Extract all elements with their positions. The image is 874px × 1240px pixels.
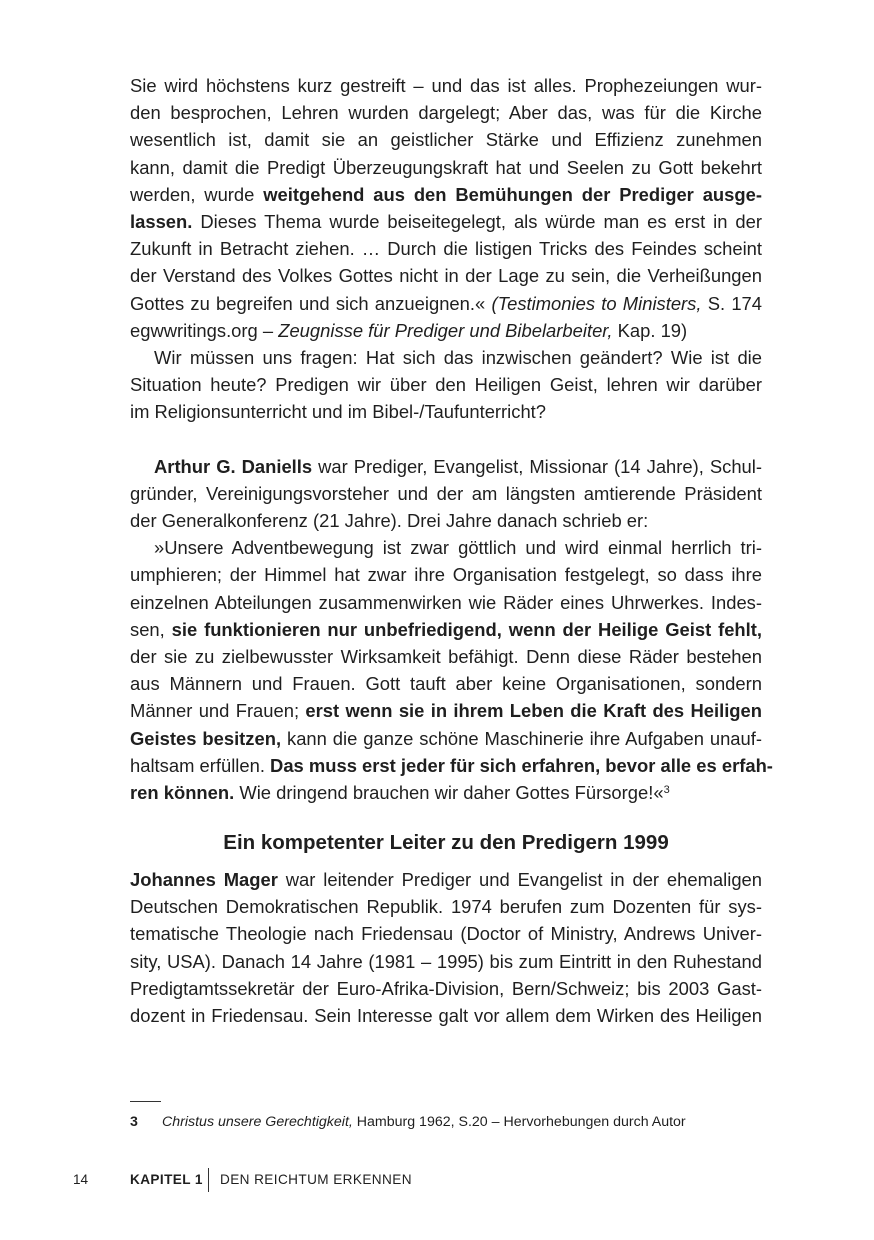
text-line: im Religionsunterricht und im Bibel-/Taufunterricht? xyxy=(130,401,547,423)
text-line: sity, USA). Danach 14 Jahre (1981 – 1995) bis zum Eintritt in den Ruhestand xyxy=(130,950,762,972)
footer-divider xyxy=(208,1168,209,1192)
text-line: Situation heute? Predigen wir über den Heiligen Geist, lehren wir darüber xyxy=(130,374,762,396)
text-line: gründer, Vereinigungsvorsteher und der am längsten amtierende Präsident xyxy=(130,482,762,504)
section-heading: Ein kompetenter Leiter zu den Predigern 1999 xyxy=(223,831,669,855)
paragraph-daniells xyxy=(130,453,762,535)
text-line: Predigtamtssekretär der Euro-Afrika-Division, Bern/Schweiz; bis 2003 Gast- xyxy=(130,977,762,999)
text-line: wesentlich ist, damit sie an geistlicher Stärke und Effizienz zunehmen xyxy=(130,129,762,151)
text-line: dozent in Friedensau. Sein Interesse galt vor allem dem Wirken des Heiligen xyxy=(130,1005,762,1026)
text-line: Zukunft in Betracht ziehen. … Durch die listigen Tricks des Feindes scheint xyxy=(130,238,762,260)
paragraph-mager xyxy=(130,866,762,1029)
text-line: egwwritings.org – Zeugnisse für Prediger und Bibelarbeiter, Kap. 19) xyxy=(130,319,688,341)
citation-title: Zeugnisse für Prediger und Bibelarbeiter, xyxy=(278,319,613,341)
footnote-source: Christus unsere Gerechtigkeit, xyxy=(162,1114,353,1130)
emphasis: Das muss erst jeder für sich erfahren, bevor alle es erfah- xyxy=(270,754,773,776)
citation-title: (Testimonies to Ministers, xyxy=(491,292,702,314)
text-line: Wir müssen uns fragen: Hat sich das inzwischen geändert? Wie ist die xyxy=(154,346,762,368)
text-line: der Verstand des Volkes Gottes nicht in der Lage zu sein, die Verheißungen xyxy=(130,265,762,287)
emphasis: Geistes besitzen, xyxy=(130,727,282,749)
text-line: Sie wird höchstens kurz gestreift – und das ist alles. Prophezeiungen wur- xyxy=(130,75,762,96)
text-line: ren können. Wie dringend brauchen wir daher Gottes Fürsorge!«$^3$ xyxy=(130,781,670,803)
footnote-number: 3 xyxy=(130,1114,138,1130)
text-line: lassen. Dieses Thema wurde beiseitegelegt, als würde man es erst in der xyxy=(130,210,762,232)
text-line: umphieren; der Himmel hat zwar ihre Organisation festgelegt, so dass ihre xyxy=(130,564,762,586)
text-line: sen, sie funktionieren nur unbefriedigend, wenn der Heilige Geist fehlt, xyxy=(130,618,762,640)
footnote-text: Hamburg 1962, S.20 – Hervorhebungen durch Autor xyxy=(352,1114,686,1130)
footnote-marker[interactable]: 3 xyxy=(663,783,670,796)
text-line: Johannes Mager war leitender Prediger und Evangelist in der ehemaligen xyxy=(130,869,763,891)
text-line: kann, damit die Predigt Überzeugungskraft hat und Seelen zu Gott bekehrt xyxy=(130,156,762,178)
text-line: Gottes zu begreifen und sich anzueignen.« (Testimonies to Ministers, S. 174 xyxy=(130,292,763,314)
paragraph-question xyxy=(130,344,762,426)
paragraph-daniells-quote xyxy=(130,534,773,806)
text-line: werden, wurde weitgehend aus den Bemühungen der Prediger ausge- xyxy=(130,183,762,205)
emphasis: sie funktionieren nur unbefriedigend, wenn der Heilige Geist fehlt, xyxy=(171,618,762,640)
text-line: der sie zu zielbewusster Wirksamkeit befähigt. Denn diese Räder bestehen xyxy=(130,645,762,667)
text-line: aus Männern und Frauen. Gott tauft aber keine Organisationen, sondern xyxy=(130,673,762,695)
footnote-divider xyxy=(130,1101,161,1102)
emphasis: weitgehend aus den Bemühungen der Prediger ausge- xyxy=(263,183,762,205)
chapter-label: KAPITEL 1 xyxy=(130,1172,203,1187)
text-line: Deutschen Demokratischen Republik. 1974 berufen zum Dozenten für sys- xyxy=(130,896,762,918)
emphasis: erst wenn sie in ihrem Leben die Kraft des Heiligen xyxy=(305,700,763,722)
text-line: einzelnen Abteilungen zusammenwirken wie Räder eines Uhrwerkes. Indes- xyxy=(130,591,762,613)
page-body xyxy=(130,72,773,1029)
emphasis: ren können. xyxy=(130,781,235,803)
text-line: haltsam erfüllen. Das muss erst jeder für sich erfahren, bevor alle es erfah- xyxy=(130,754,773,776)
text-line: Männer und Frauen; erst wenn sie in ihrem Leben die Kraft des Heiligen xyxy=(130,700,763,722)
page-footer xyxy=(0,1168,874,1192)
person-name: Johannes Mager xyxy=(130,869,278,891)
text-line: Geistes besitzen, kann die ganze schöne Maschinerie ihre Aufgaben unauf- xyxy=(130,727,762,749)
footnote xyxy=(130,1112,686,1132)
text-line: »Unsere Adventbewegung ist zwar göttlich und wird einmal herrlich tri- xyxy=(154,537,762,559)
text-line: Arthur G. Daniells war Prediger, Evangelist, Missionar (14 Jahre), Schul- xyxy=(154,455,762,477)
text-line: den besprochen, Lehren wurden dargelegt; Aber das, was für die Kirche xyxy=(130,102,762,124)
emphasis: lassen. xyxy=(130,210,193,232)
chapter-title: DEN REICHTUM ERKENNEN xyxy=(220,1172,412,1187)
paragraph-quote-continued xyxy=(130,72,762,344)
page-number: 14 xyxy=(73,1172,89,1187)
text-line: tematische Theologie nach Friedensau (Doctor of Ministry, Andrews Univer- xyxy=(130,923,762,945)
text-line: der Generalkonferenz (21 Jahre). Drei Jahre danach schrieb er: xyxy=(130,510,649,531)
person-name: Arthur G. Daniells xyxy=(154,455,313,477)
